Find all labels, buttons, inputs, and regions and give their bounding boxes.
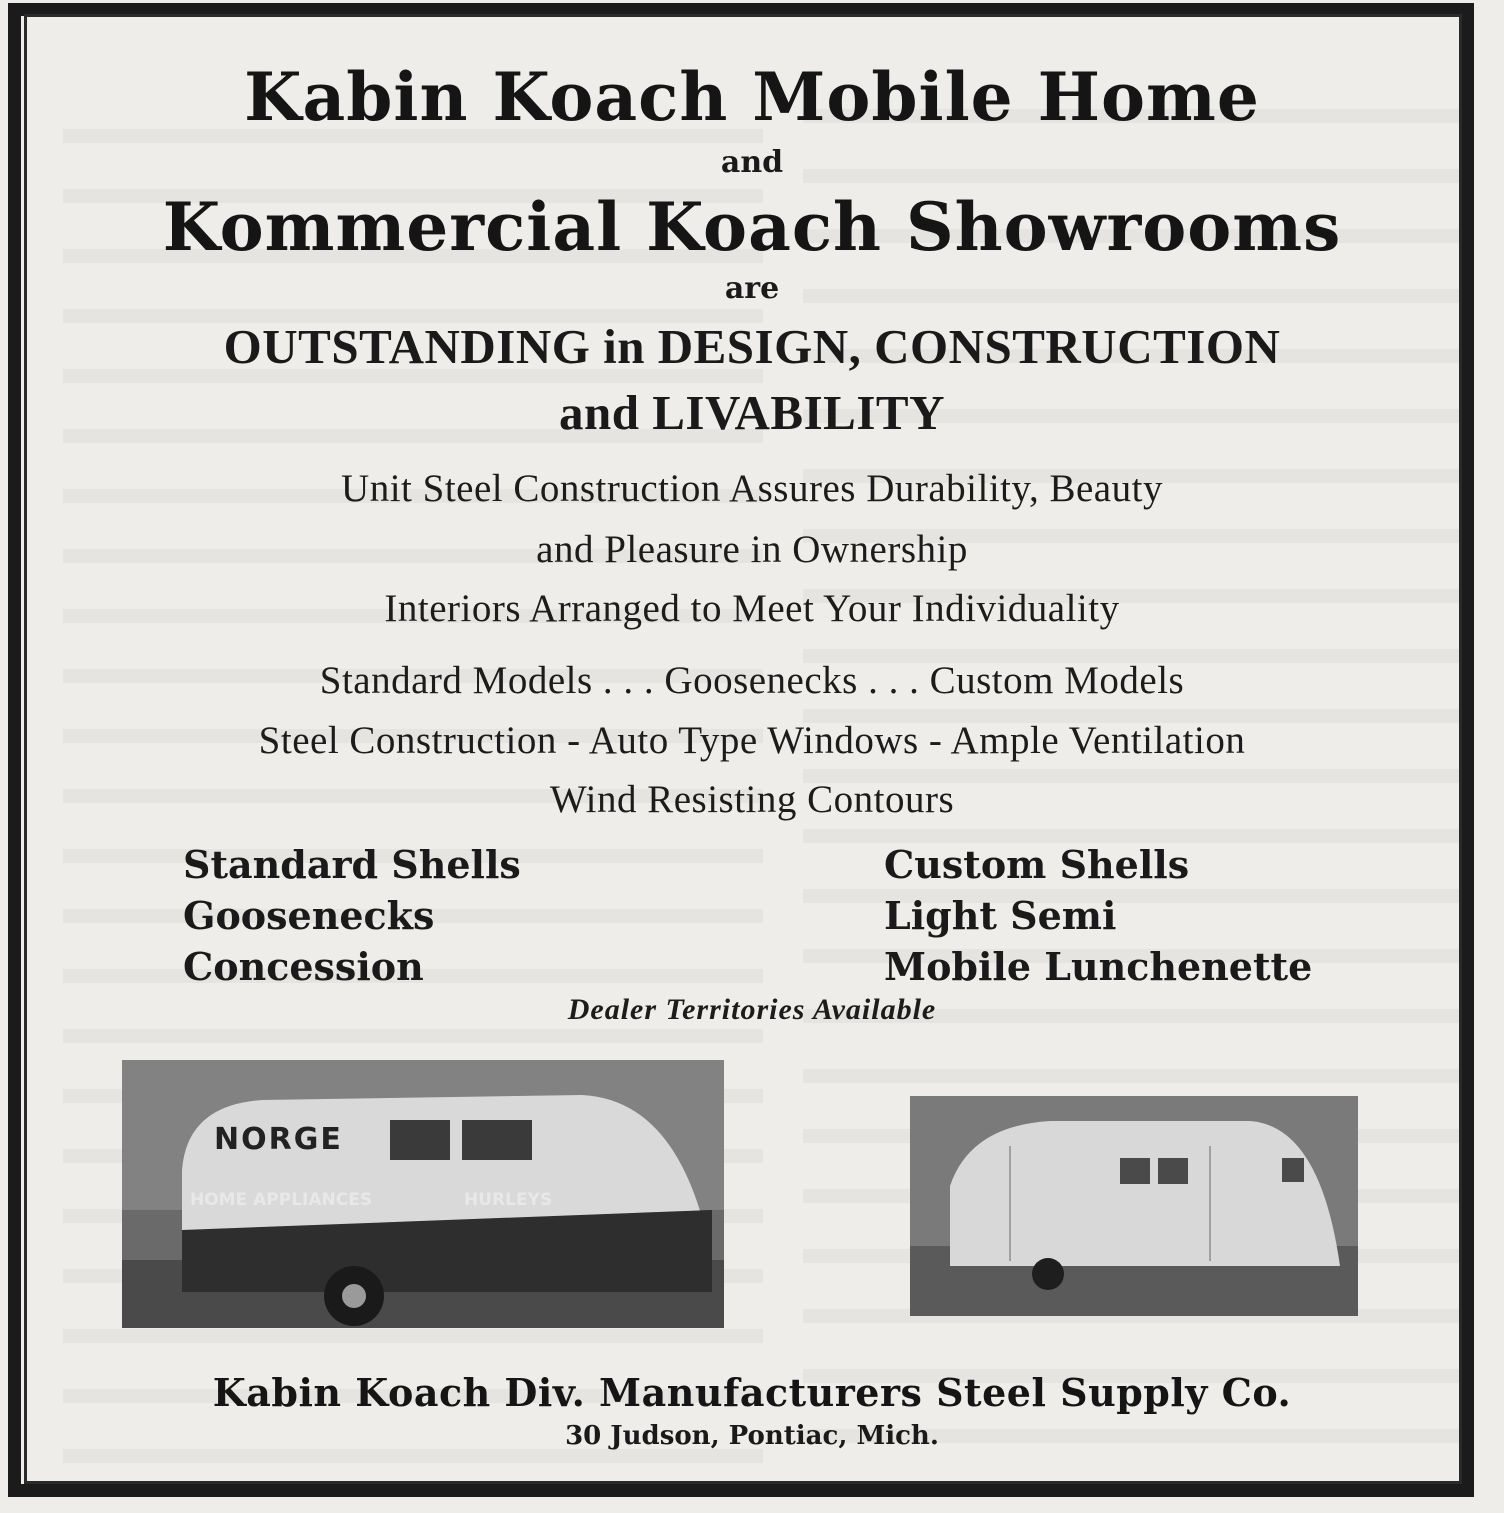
trailer-illustration-right [910, 1096, 1358, 1316]
footer-address: 30 Judson, Pontiac, Mich. [565, 1421, 939, 1451]
feature-line: Unit Steel Construction Assures Durability, Beauty [341, 467, 1163, 510]
conjunction-and: and [720, 145, 784, 180]
left-list-item: Goosenecks [183, 893, 435, 938]
norge-brand-text: NORGE [214, 1122, 343, 1157]
hurleys-text: HURLEYS [464, 1190, 553, 1210]
conjunction-are: are [724, 271, 780, 306]
home-appliances-text: HOME APPLIANCES [190, 1190, 373, 1210]
footer-company-name: Kabin Koach Div. Manufacturers Steel Supply Co. [212, 1370, 1292, 1415]
feature-line: Standard Models . . . Goosenecks . . . Custom Models [319, 659, 1185, 702]
left-list-item: Standard Shells [183, 842, 521, 887]
feature-line: Wind Resisting Contours [549, 778, 955, 821]
claim-outstanding: OUTSTANDING in DESIGN, CONSTRUCTION [223, 319, 1281, 374]
right-list-item: Custom Shells [884, 842, 1190, 887]
claim-livability: and LIVABILITY [558, 385, 946, 440]
headline-kabin-koach: Kabin Koach Mobile Home [244, 58, 1260, 136]
headline-kommercial-koach: Kommercial Koach Showrooms [162, 188, 1342, 266]
right-list-item: Mobile Lunchenette [884, 944, 1313, 989]
feature-line: Interiors Arranged to Meet Your Individuality [384, 587, 1120, 630]
left-list-item: Concession [183, 944, 424, 989]
dealer-note: Dealer Territories Available [567, 993, 937, 1026]
photo-mobile-home [910, 1096, 1358, 1316]
feature-line: Steel Construction - Auto Type Windows - Ample Ventilation [258, 719, 1246, 762]
feature-line: and Pleasure in Ownership [536, 528, 968, 571]
right-list-item: Light Semi [884, 893, 1117, 938]
photo-commercial-koach [122, 1060, 724, 1328]
